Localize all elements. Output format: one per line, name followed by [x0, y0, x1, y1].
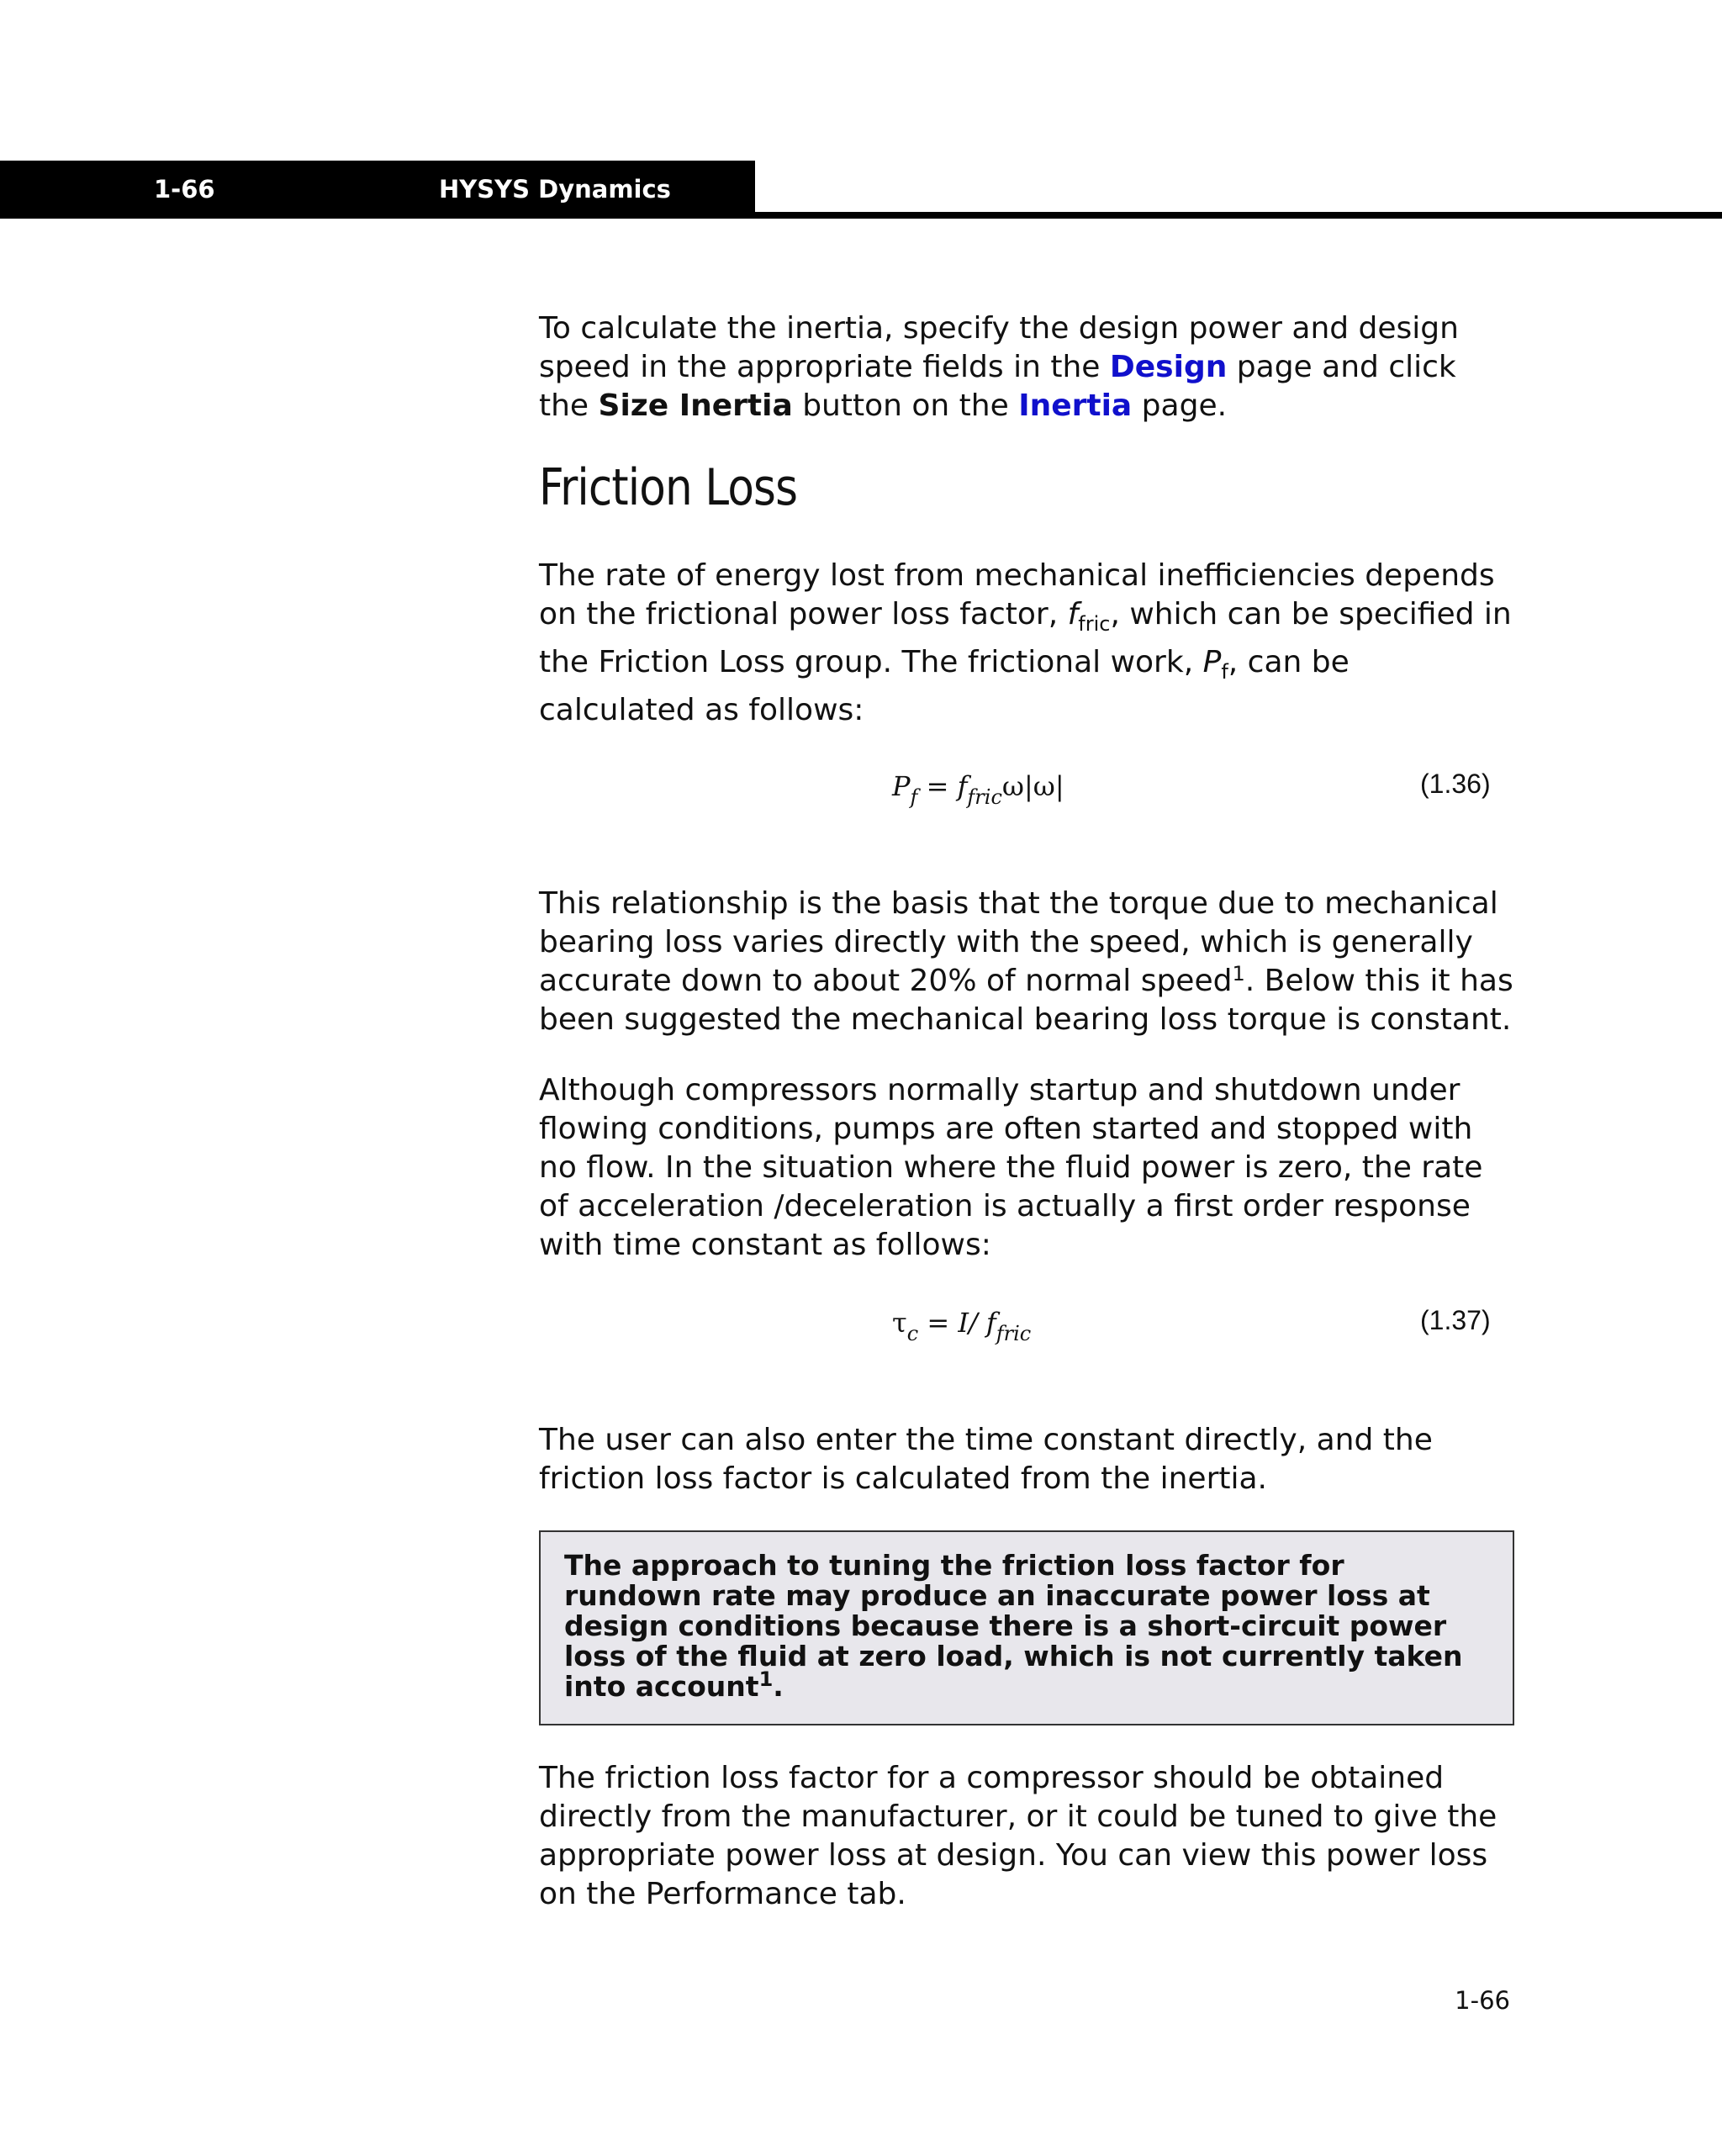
- rate-text: The rate of energy lost from mechanical inefficiencies depends on the frictional power loss factor,: [539, 558, 1495, 631]
- header-rule: [0, 212, 1722, 219]
- eq-rhs-sub: fric: [967, 785, 1002, 809]
- equation-1-36: [539, 762, 1514, 838]
- section-heading: Friction Loss: [539, 458, 798, 517]
- intro-text: To calculate the inertia, specify the design power and design speed in the appropriate fields in the: [539, 311, 1459, 384]
- size-inertia-button-name: Size Inertia: [598, 388, 793, 423]
- p-subscript: f: [1221, 660, 1228, 684]
- relationship-text: . Below this it has been suggested the mechanical bearing loss torque is constant.: [539, 964, 1513, 1037]
- eq-lhs-sub: f: [910, 785, 918, 809]
- eq-rhs: I/: [958, 1307, 986, 1339]
- equation-number: (1.36): [1420, 769, 1491, 799]
- equation-expression: [892, 1307, 1031, 1345]
- equation-expression: [892, 770, 1064, 809]
- intro-paragraph: [539, 309, 1514, 425]
- intro-text: button on the: [792, 388, 1019, 423]
- relationship-paragraph: [539, 885, 1514, 1039]
- note-body: The approach to tuning the friction loss factor for rundown rate may produce an inaccurate power loss at design conditions because there is a short-circuit power loss of the fluid at zero load, which is not currently taken into account: [564, 1549, 1463, 1703]
- intro-text: page and click the: [539, 350, 1456, 423]
- header-page-number: 1-66: [154, 175, 215, 203]
- design-page-link[interactable]: Design: [1109, 350, 1228, 384]
- inertia-page-link[interactable]: Inertia: [1018, 388, 1133, 423]
- rate-text: , can be calculated as follows:: [539, 645, 1350, 727]
- eq-rhs: f: [957, 770, 968, 802]
- footer-page-number: 1-66: [1455, 1986, 1510, 2015]
- eq-rhs-f: f: [985, 1307, 996, 1339]
- f-subscript: fric: [1078, 612, 1111, 636]
- intro-text: page.: [1132, 388, 1228, 423]
- eq-lhs-sub: c: [906, 1322, 919, 1345]
- main-content: [539, 309, 1514, 1946]
- relationship-text: This relationship is the basis that the torque due to mechanical bearing loss varies directly with the speed, which is generally accurate down to about 20% of normal speed: [539, 886, 1498, 998]
- footnote-ref: 1: [1232, 962, 1245, 986]
- header-title: HYSYS Dynamics: [439, 175, 671, 203]
- equation-1-37: [539, 1298, 1514, 1374]
- note-box: [539, 1530, 1514, 1725]
- footnote-ref: 1: [758, 1667, 774, 1691]
- eq-lhs: P: [892, 770, 911, 802]
- f-symbol: f: [1067, 597, 1079, 631]
- user-paragraph: The user can also enter the time constant directly, and the friction loss factor is calculated from the inertia.: [539, 1423, 1433, 1496]
- note-text: [564, 1551, 1491, 1702]
- eq-equals: =: [917, 770, 958, 802]
- compressors-paragraph: Although compressors normally startup and shutdown under flowing conditions, pumps are often started and stopped with no flow. In the situation where the fluid power is zero, the rate of acceleration /deceleration is actually a first order response with time constant as follows:: [539, 1073, 1483, 1262]
- eq-rhs-sub: fric: [996, 1322, 1032, 1345]
- eq-tail: ω|ω|: [1001, 770, 1064, 802]
- final-paragraph: The friction loss factor for a compressor should be obtained directly from the manufacturer, or it could be tuned to give the appropriate power loss at design. You can view this power loss on the Performance tab.: [539, 1761, 1498, 1911]
- equation-number: (1.37): [1420, 1305, 1491, 1335]
- rate-paragraph: [539, 557, 1514, 730]
- eq-lhs: τ: [892, 1307, 907, 1339]
- rate-text: , which can be specified in the Friction Loss group. The frictional work,: [539, 597, 1512, 679]
- eq-equals: =: [918, 1307, 959, 1339]
- p-symbol: P: [1202, 645, 1222, 679]
- note-end: .: [773, 1670, 784, 1703]
